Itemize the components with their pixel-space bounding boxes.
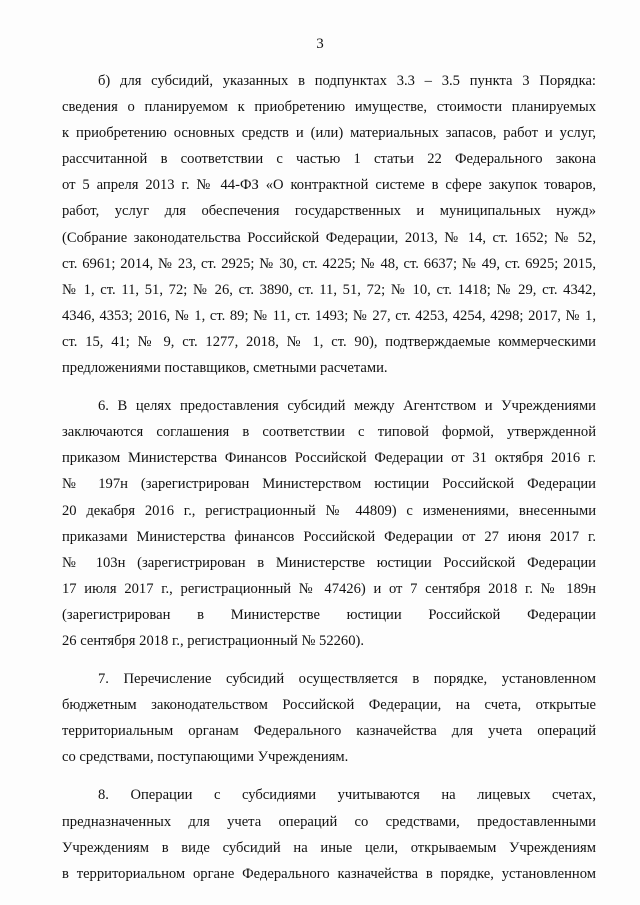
paragraph-line: Учреждениям в виде субсидий на иные цели, открываемым Учреждениям: [62, 839, 596, 856]
paragraph-6: [62, 393, 596, 654]
paragraph-line: 26 сентября 2018 г., регистрационный № 52260).: [62, 632, 365, 649]
paragraph-line: предназначенных для учета операций со средствами, предоставленными: [62, 813, 596, 830]
paragraph-line: № 103н (зарегистрирован в Министерстве юстиции Российской Федерации: [62, 554, 596, 571]
paragraph-8: [62, 782, 596, 886]
paragraph-line: 17 июля 2017 г., регистрационный № 47426) и от 7 сентября 2018 г. № 189н: [62, 580, 596, 597]
paragraph-line: приказами Министерства финансов Российской Федерации от 27 июня 2017 г.: [62, 528, 596, 545]
paragraph-line: со средствами, поступающими Учреждениям.: [62, 749, 349, 766]
paragraph-line: 20 декабря 2016 г., регистрационный № 44809) с изменениями, внесенными: [62, 502, 596, 519]
paragraph-line: работ, услуг для обеспечения государственных и муниципальных нужд»: [62, 203, 596, 220]
paragraph-line: (зарегистрирован в Министерстве юстиции Российской Федерации: [62, 606, 596, 623]
paragraph-line: приказом Министерства Финансов Российской Федерации от 31 октября 2016 г.: [62, 450, 596, 467]
document-body: [62, 68, 596, 899]
paragraph-line: № 1, ст. 11, 51, 72; № 26, ст. 3890, ст. 11, 51, 72; № 10, ст. 1418; № 29, ст. 4342,: [62, 281, 596, 298]
paragraph-line: ст. 15, 41; № 9, ст. 1277, 2018, № 1, ст. 90), подтверждаемые коммерческими: [62, 333, 596, 350]
paragraph-line: ст. 6961; 2014, № 23, ст. 2925; № 30, ст. 4225; № 48, ст. 6637; № 49, ст. 6925; 2015,: [62, 255, 596, 272]
paragraph-line: территориальным органам Федерального казначейства для учета операций: [62, 723, 596, 740]
paragraph-line: рассчитанной в соответствии с частью 1 статьи 22 Федерального закона: [62, 151, 596, 168]
paragraph-line: от 5 апреля 2013 г. № 44-ФЗ «О контрактной системе в сфере закупок товаров,: [62, 177, 596, 194]
paragraph-7: [62, 666, 596, 770]
paragraph-line: 8. Операции с субсидиями учитываются на лицевых счетах,: [98, 787, 596, 804]
paragraph-line: (Собрание законодательства Российской Федерации, 2013, № 14, ст. 1652; № 52,: [62, 229, 596, 246]
paragraph-line: бюджетным законодательством Российской Федерации, на счета, открытые: [62, 697, 596, 714]
paragraph-b: [62, 68, 596, 381]
page-number: 3: [316, 36, 324, 52]
paragraph-line: 4346, 4353; 2016, № 1, ст. 89; № 11, ст. 1493; № 27, ст. 4253, 4254, 4298; 2017, № 1,: [62, 307, 596, 324]
paragraph-line: заключаются соглашения в соответствии с типовой формой, утвержденной: [62, 424, 596, 441]
paragraph-line: № 197н (зарегистрирован Министерством юстиции Российской Федерации: [62, 476, 596, 493]
paragraph-line: предложениями поставщиков, сметными расчетами.: [62, 360, 388, 377]
paragraph-line: 6. В целях предоставления субсидий между Агентством и Учреждениями: [98, 398, 596, 415]
paragraph-line: сведения о планируемом к приобретению имуществе, стоимости планируемых: [62, 99, 596, 116]
paragraph-line: б) для субсидий, указанных в подпунктах 3.3 – 3.5 пункта 3 Порядка:: [98, 73, 596, 89]
paragraph-line: к приобретению основных средств и (или) материальных запасов, работ и услуг,: [62, 125, 596, 142]
paragraph-line: в территориальном органе Федерального казначейства в порядке, установленном: [62, 865, 596, 882]
paragraph-line: 7. Перечисление субсидий осуществляется в порядке, установленном: [98, 671, 596, 688]
